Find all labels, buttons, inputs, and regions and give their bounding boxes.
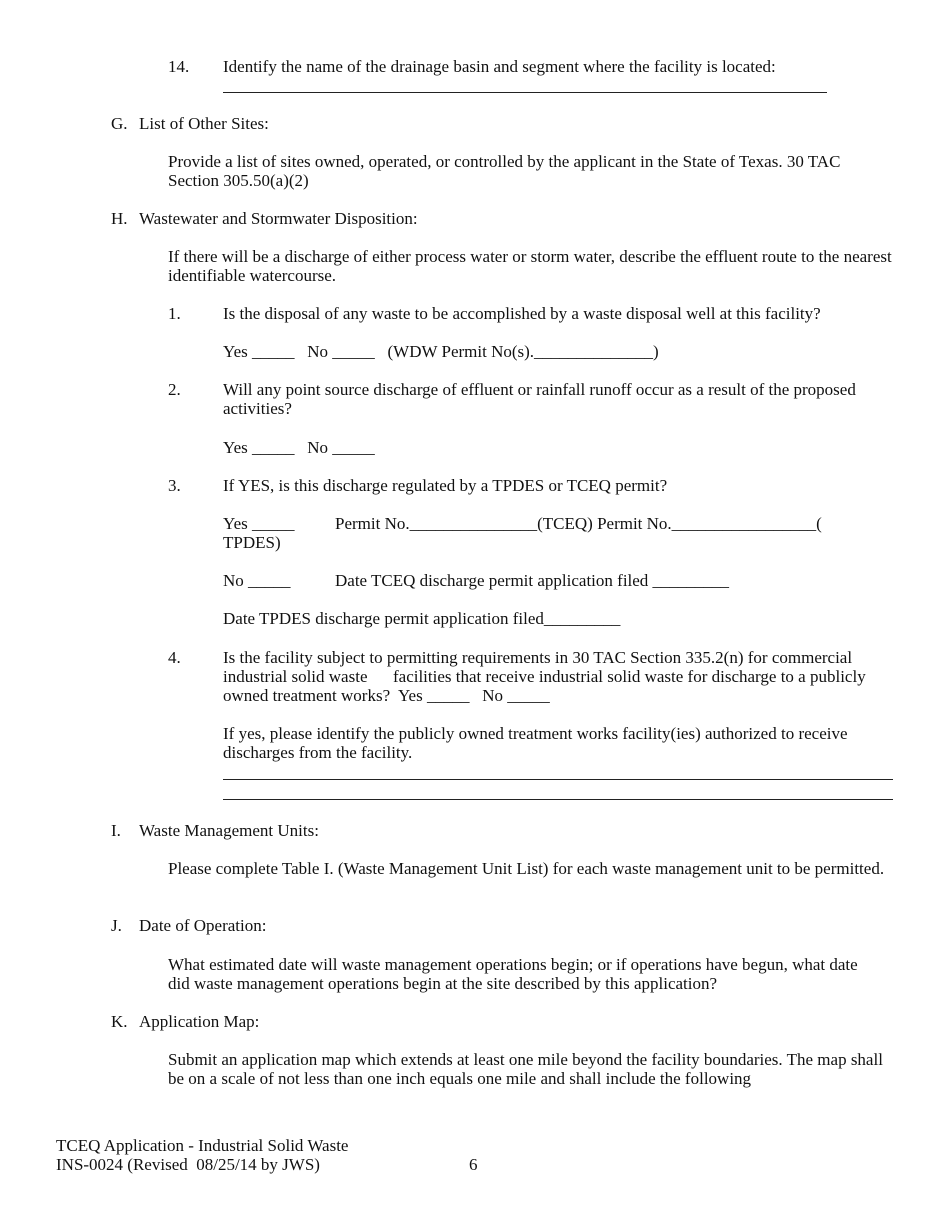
question-4-answer-line-2[interactable]: [223, 799, 893, 800]
question-3-tpdes-date[interactable]: Date TPDES discharge permit application filed_________: [223, 609, 621, 628]
question-3-permit-numbers[interactable]: Permit No._______________(TCEQ) Permit No._________________(: [335, 514, 822, 533]
item-14-text: Identify the name of the drainage basin and segment where the facility is located:: [223, 57, 776, 76]
section-g-body: Provide a list of sites owned, operated, or controlled by the applicant in the State of Texas. 30 TAC Section 305.50(a)(2): [168, 152, 841, 190]
question-4-followup: If yes, please identify the publicly owned treatment works facility(ies) authorized to receive discharges from the facility.: [223, 724, 848, 762]
footer-page-number: 6: [469, 1155, 478, 1174]
question-1-number: 1.: [168, 304, 181, 323]
section-j-body: What estimated date will waste management operations begin; or if operations have begun, what date did waste management operations begin at the site described by this application?: [168, 955, 858, 993]
section-k-heading: Application Map:: [139, 1012, 260, 1031]
question-3-text: If YES, is this discharge regulated by a TPDES or TCEQ permit?: [223, 476, 668, 495]
section-h-intro: If there will be a discharge of either process water or storm water, describe the effluent route to the nearest identifiable watercourse.: [168, 247, 892, 285]
section-h-letter: H.: [111, 209, 128, 228]
question-4-answer-line-1[interactable]: [223, 779, 893, 780]
question-3-permit-numbers-cont: TPDES): [223, 533, 281, 552]
question-3-number: 3.: [168, 476, 181, 495]
question-2-answer[interactable]: Yes _____ No _____: [223, 438, 375, 457]
item-14-number: 14.: [168, 57, 190, 76]
section-j-heading: Date of Operation:: [139, 916, 267, 935]
section-i-letter: I.: [111, 821, 121, 840]
question-4-text: Is the facility subject to permitting requirements in 30 TAC Section 335.2(n) for commercial industrial solid waste facilities that receive industrial solid waste for discharge to a publicly owned treatment works? Yes _____ No _____: [223, 648, 870, 705]
section-k-body: Submit an application map which extends at least one mile beyond the facility boundaries. The map shall be on a scale of not less than one inch equals one mile and shall include the following: [168, 1050, 883, 1088]
section-h-heading: Wastewater and Stormwater Disposition:: [139, 209, 418, 228]
section-k-letter: K.: [111, 1012, 128, 1031]
question-3-yes[interactable]: Yes _____: [223, 514, 295, 533]
question-4-number: 4.: [168, 648, 181, 667]
section-g-heading: List of Other Sites:: [139, 114, 269, 133]
section-i-body: Please complete Table I. (Waste Management Unit List) for each waste management unit to be permitted.: [168, 859, 885, 878]
section-i-heading: Waste Management Units:: [139, 821, 319, 840]
section-g-letter: G.: [111, 114, 128, 133]
question-3-no[interactable]: No _____: [223, 571, 291, 590]
footer-form-revision: INS-0024 (Revised 08/25/14 by JWS): [56, 1155, 320, 1174]
question-1-text: Is the disposal of any waste to be accomplished by a waste disposal well at this facility?: [223, 304, 821, 323]
footer-form-title: TCEQ Application - Industrial Solid Waste: [56, 1136, 349, 1155]
question-2-text: Will any point source discharge of effluent or rainfall runoff occur as a result of the proposed activities?: [223, 380, 856, 418]
question-1-answer[interactable]: Yes _____ No _____ (WDW Permit No(s).______________): [223, 342, 659, 361]
item-14-answer-line[interactable]: [223, 92, 827, 93]
question-2-number: 2.: [168, 380, 181, 399]
section-j-letter: J.: [111, 916, 122, 935]
question-3-tceq-date[interactable]: Date TCEQ discharge permit application filed _________: [335, 571, 730, 590]
